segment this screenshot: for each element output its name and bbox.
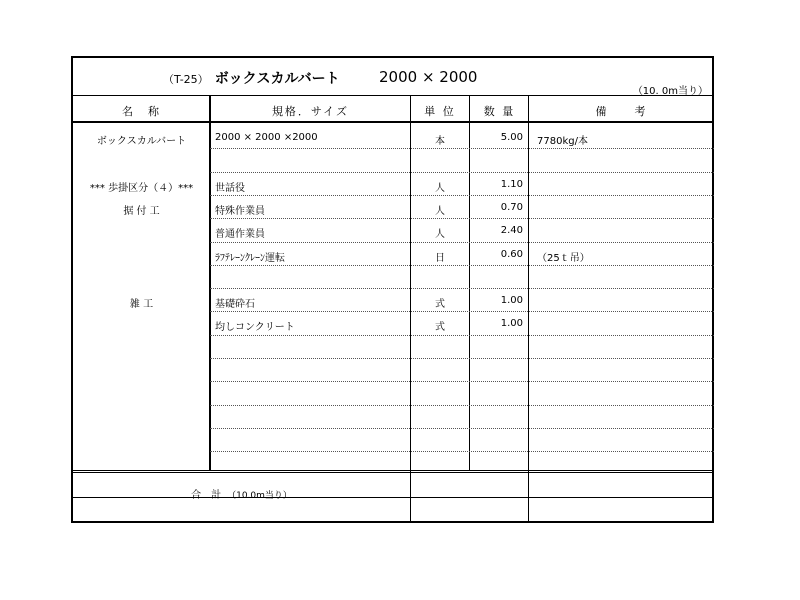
col-header-name: 名 称 <box>122 105 161 118</box>
row-note-cell: 7780kg/本 <box>537 136 588 147</box>
row-divider <box>210 242 714 243</box>
row-unit-cell: 人 <box>435 229 445 241</box>
row-name-cell: ボックスカルバート <box>96 136 187 147</box>
row-qty-cell: 5.00 <box>500 132 523 143</box>
row-unit-cell: 日 <box>435 252 445 264</box>
row-note-cell: （25ｔ吊） <box>537 252 590 264</box>
unit-note: （10. 0m当り） <box>632 86 708 97</box>
title-row <box>73 58 712 96</box>
title-name: ボックスカルバート <box>214 71 340 87</box>
row-divider <box>210 311 714 312</box>
title-size: 2000 × 2000 <box>379 68 478 86</box>
row-divider <box>210 288 714 289</box>
row-qty-cell: 0.70 <box>500 201 523 213</box>
divider-name-spec <box>209 96 211 470</box>
total-label-text: 合 計 <box>191 490 222 501</box>
sheet-title <box>163 68 478 88</box>
row-spec-cell: ﾗﾌﾃﾚｰﾝｸﾚｰﾝ運転 <box>215 252 285 264</box>
row-qty-cell: 1.00 <box>500 318 523 330</box>
row-spec-cell: 普通作業員 <box>215 229 265 241</box>
col-header-spec: 規格．サイズ <box>271 105 350 118</box>
total-label-sub: （10.0m当り） <box>227 491 292 501</box>
row-divider <box>210 172 714 173</box>
row-unit-cell: 人 <box>435 182 445 194</box>
total-top-rule <box>73 470 712 473</box>
row-divider <box>210 265 714 266</box>
total-label <box>73 486 410 501</box>
row-divider <box>210 218 714 219</box>
row-divider <box>210 148 714 149</box>
row-qty-cell: 2.40 <box>500 225 523 237</box>
divider-unit-qty <box>469 96 470 470</box>
row-divider <box>210 405 714 406</box>
row-qty-cell: 1.00 <box>500 295 523 307</box>
cost-sheet <box>71 56 714 523</box>
row-spec-cell: 基礎砕石 <box>215 299 255 311</box>
row-divider <box>210 381 714 382</box>
row-spec-cell: 世話役 <box>215 182 245 194</box>
row-divider <box>210 428 714 429</box>
row-spec-cell: 均しコンクリート <box>215 322 295 334</box>
row-unit-cell: 本 <box>435 136 445 147</box>
row-unit-cell: 式 <box>435 322 445 334</box>
title-code: （T-25） <box>163 73 209 86</box>
row-unit-cell: 人 <box>435 205 445 217</box>
row-name-cell: 雑 工 <box>129 299 154 311</box>
row-unit-cell: 式 <box>435 299 445 311</box>
row-name-cell: 据 付 工 <box>123 205 160 217</box>
col-header-unit: 単 位 <box>424 105 456 118</box>
divider-qty-note <box>528 96 529 523</box>
row-qty-cell: 0.60 <box>500 248 523 260</box>
row-spec-cell: 2000 × 2000 ×2000 <box>215 132 318 143</box>
row-name-cell: *** 歩掛区分（４）*** <box>89 182 194 194</box>
col-header-qty: 数 量 <box>483 105 516 118</box>
row-spec-cell: 特殊作業員 <box>215 205 265 217</box>
row-divider <box>210 195 714 196</box>
col-header-note: 備 考 <box>595 105 648 118</box>
row-divider <box>210 358 714 359</box>
row-divider <box>210 335 714 336</box>
row-qty-cell: 1.10 <box>500 178 523 190</box>
header-row <box>73 96 712 123</box>
row-divider <box>210 451 714 452</box>
